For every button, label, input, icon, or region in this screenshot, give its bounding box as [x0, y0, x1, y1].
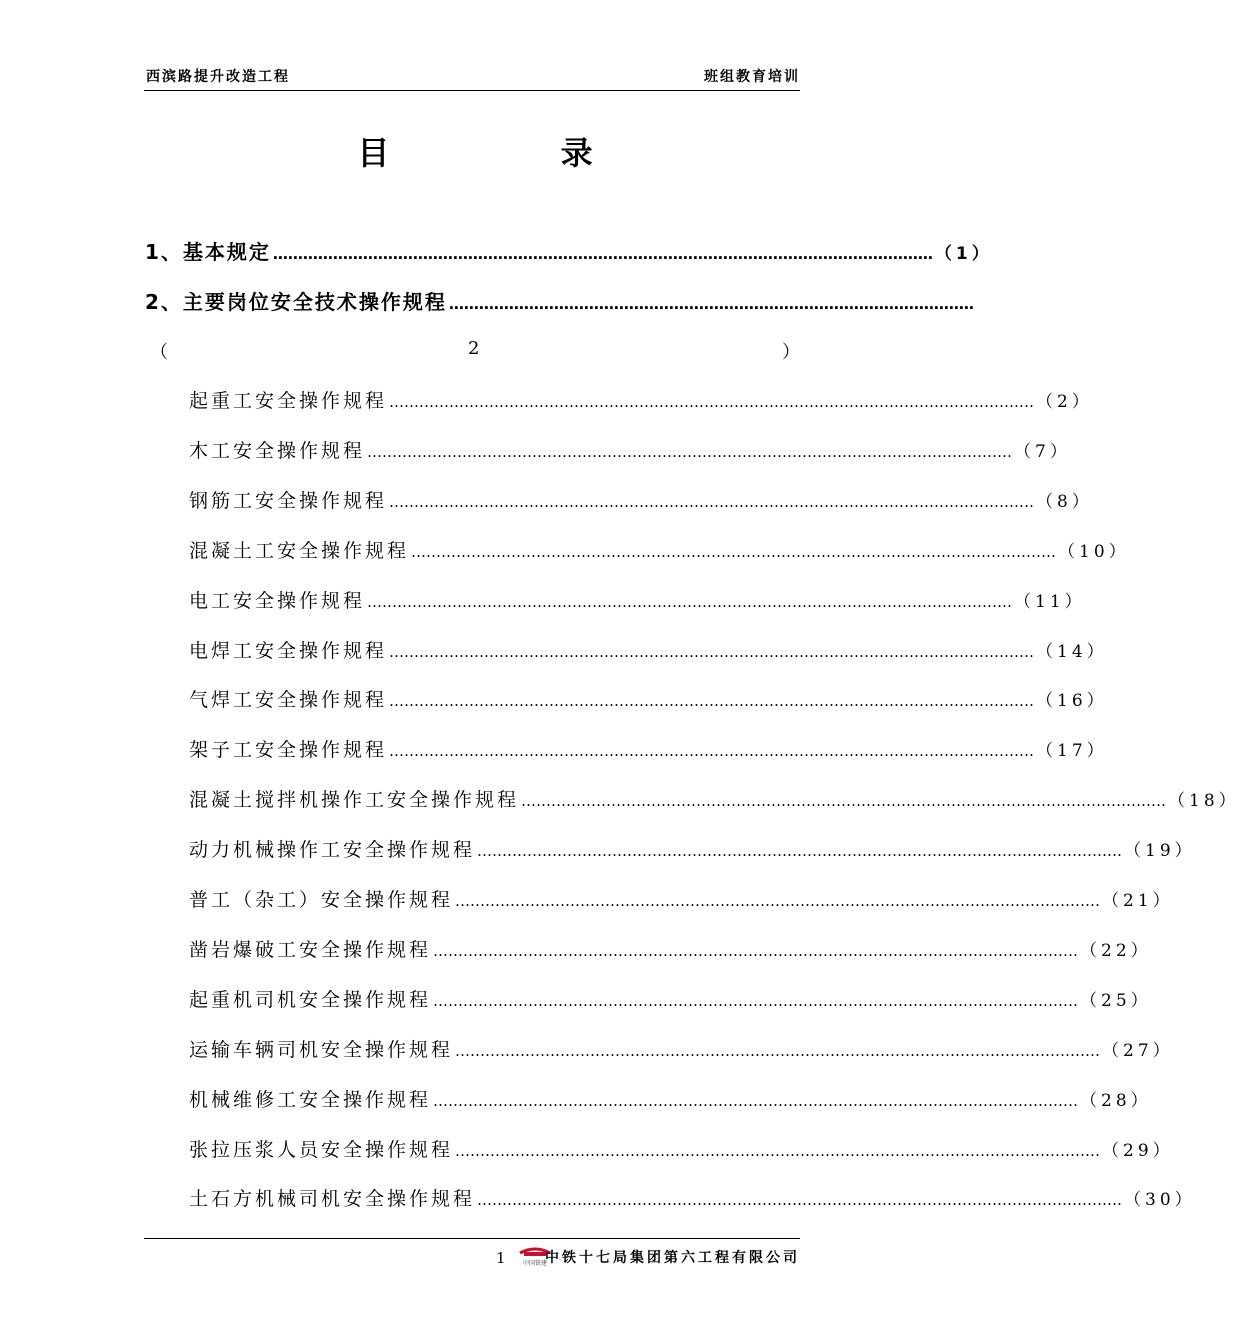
toc-sub-entry[interactable] [189, 885, 1174, 915]
toc-page-number: （8） [1036, 491, 1093, 512]
toc-entry-label: 混凝土工安全操作规程 [189, 539, 410, 562]
toc-entry-operating-rules[interactable] [145, 286, 974, 316]
toc-page-number: （17） [1036, 741, 1108, 762]
toc-leader-dots: ………………………………………………………………………………………………………………… [411, 542, 1057, 561]
toc-leader-dots: ………………………………………………………………………………………………………………… [389, 742, 1035, 761]
company-name: 中铁十七局集团第六工程有限公司 [545, 1250, 800, 1266]
document-category: 班组教育培训 [704, 69, 800, 85]
toc-sub-entry[interactable] [189, 735, 1108, 765]
toc-entry-label: 气焊工安全操作规程 [189, 689, 388, 712]
toc-entry-label: 动力机械操作工安全操作规程 [189, 839, 476, 862]
toc-leader-dots: ………………………………………………………………………………………………………………… [455, 1041, 1101, 1060]
toc-sub-entry[interactable] [189, 1135, 1174, 1165]
toc-sub-entry[interactable] [189, 835, 1196, 865]
toc-page-number: （25） [1080, 990, 1152, 1011]
toc-leader-dots: ………………………………………………………………………………………………………………… [367, 442, 1013, 461]
toc-page-number: （16） [1036, 691, 1108, 712]
toc-page-number: （1） [934, 244, 993, 264]
toc-sub-entry[interactable] [189, 1035, 1174, 1065]
toc-leader-dots: ………………………………………………………………………………………………………………… [433, 991, 1079, 1010]
toc-entry-label: 木工安全操作规程 [189, 439, 366, 462]
toc-entry-label: 起重机司机安全操作规程 [189, 988, 432, 1011]
logo-text: 中国铁建 [522, 1260, 548, 1267]
toc-entry-label: 普工（杂工）安全操作规程 [189, 889, 454, 911]
toc-entry-label: 混凝土搅拌机操作工安全操作规程 [189, 789, 520, 812]
toc-leader-dots: ………………………………………………………………………………………………………………… [433, 1091, 1079, 1110]
toc-sub-entry[interactable] [189, 636, 1108, 666]
toc-leader-dots: …………………………………………………………………………………………… [448, 295, 974, 313]
toc-page-number: （30） [1124, 1190, 1196, 1211]
toc-entry-label: 土石方机械司机安全操作规程 [189, 1188, 476, 1211]
toc-page-number: （29） [1102, 1140, 1174, 1161]
toc-sub-entry[interactable] [189, 935, 1152, 965]
open-paren: （ [150, 342, 168, 363]
toc-sub-entry[interactable] [189, 486, 1093, 516]
toc-sub-entry[interactable] [189, 685, 1108, 715]
toc-page-number: （14） [1036, 641, 1108, 662]
toc-page-number: 2 [468, 338, 480, 359]
toc-entry-label: 电焊工安全操作规程 [189, 639, 388, 662]
page-footer [144, 1238, 800, 1279]
toc-leader-dots: ………………………………………………………………………………………………………………… [389, 642, 1035, 661]
toc-page-number: （22） [1080, 940, 1152, 961]
page-number: 1 [496, 1249, 506, 1267]
toc-page-number: （18） [1168, 791, 1240, 812]
toc-page-number: （10） [1058, 541, 1130, 562]
toc-entry-label: 架子工安全操作规程 [189, 739, 388, 762]
toc-page-number: （28） [1080, 1090, 1152, 1111]
toc-leader-dots: ………………………………………………………………………………………………………………… [389, 393, 1035, 411]
toc-page-number: （2） [1036, 392, 1093, 412]
toc-entry-label: 电工安全操作规程 [189, 589, 366, 612]
toc-entry-page-wrap [150, 338, 800, 364]
toc-leader-dots: ………………………………………………………………………………………………………………… [455, 1141, 1101, 1160]
toc-leader-dots: ………………………………………………………………………………………………………………… [433, 941, 1079, 960]
toc-entry-basic-rules[interactable] [145, 236, 993, 266]
toc-leader-dots: ………………………………………………………………………………………………………………… [521, 792, 1167, 811]
toc-page-number: （7） [1014, 441, 1071, 462]
toc-page-number: （11） [1014, 591, 1086, 612]
toc-leader-dots: ………………………………………………………………………………………………………………… [455, 892, 1101, 910]
toc-entry-label: 张拉压浆人员安全操作规程 [189, 1138, 454, 1161]
toc-page-number: （27） [1102, 1040, 1174, 1061]
toc-sub-entry[interactable] [189, 386, 1093, 416]
toc-sub-entry[interactable] [189, 1085, 1152, 1115]
toc-entry-label: 运输车辆司机安全操作规程 [189, 1038, 454, 1061]
page-header [144, 62, 800, 91]
close-paren: ） [782, 342, 800, 363]
toc-sub-entry[interactable] [189, 536, 1130, 566]
toc-entry-label: 钢筋工安全操作规程 [189, 489, 388, 512]
toc-sub-entry[interactable] [189, 1184, 1196, 1214]
toc-sub-entry[interactable] [189, 436, 1071, 466]
toc-entry-label: 机械维修工安全操作规程 [189, 1088, 432, 1111]
toc-page-number: （21） [1102, 891, 1174, 911]
toc-entry-label: 起重工安全操作规程 [189, 390, 388, 412]
toc-entry-label: 凿岩爆破工安全操作规程 [189, 938, 432, 961]
toc-page-number: （19） [1124, 841, 1196, 862]
toc-sub-entry[interactable] [189, 985, 1152, 1015]
toc-leader-dots: ………………………………………………………………………………………………………………… [389, 492, 1035, 511]
toc-leader-dots: ………………………………………………………………………………………………………………… [389, 692, 1035, 711]
toc-sub-entry[interactable] [189, 586, 1086, 616]
toc-leader-dots: ………………………………………………………………………………………………………………… [477, 842, 1123, 861]
toc-leader-dots: ………………………………………………………………………………………………………………… [477, 1191, 1123, 1210]
page-title: 目 录 [357, 134, 673, 172]
toc-leader-dots: ………………………………………………………………………………………………………………… [367, 592, 1013, 611]
project-name: 西滨路提升改造工程 [146, 69, 290, 85]
toc-sub-entry[interactable] [189, 785, 1240, 815]
toc-entry-label: 2、主要岗位安全技术操作规程 [145, 290, 447, 314]
toc-leader-dots: …………………………………………………………………………………………………………………… [272, 245, 933, 263]
toc-entry-label: 1、基本规定 [145, 240, 271, 264]
